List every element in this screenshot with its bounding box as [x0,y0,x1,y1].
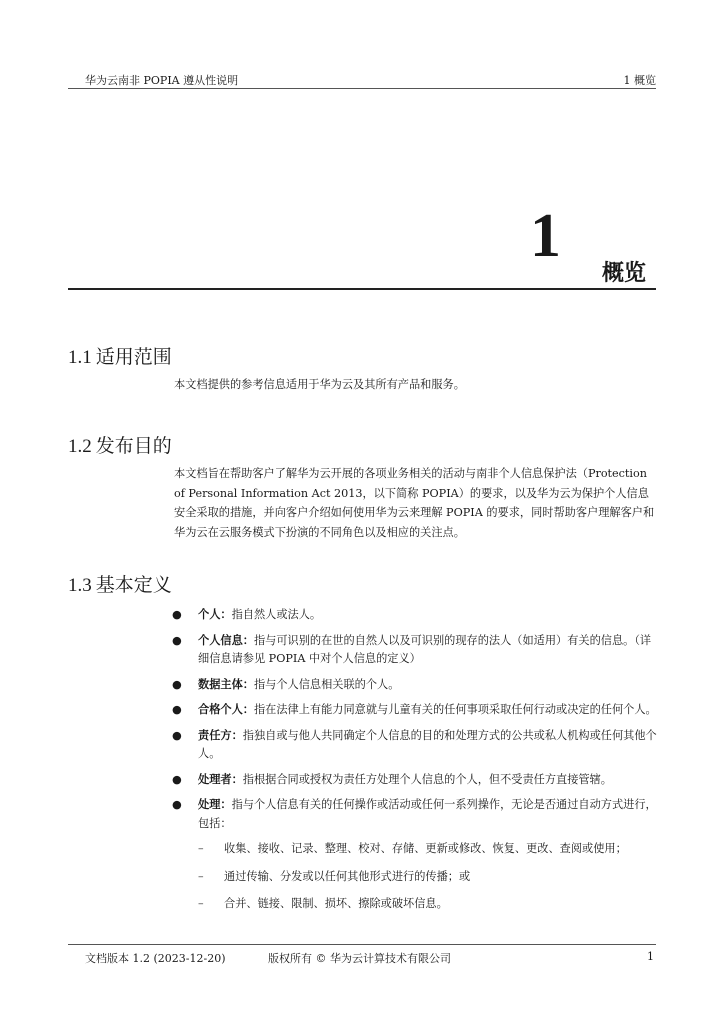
paragraph: 本文档提供的参考信息适用于华为云及其所有产品和服务。 [174,378,465,391]
bullet-icon: ● [172,608,182,621]
definition-term: 处理者： [198,772,243,786]
footer-copyright: 版权所有 © 华为云计算技术有限公司 [268,952,451,965]
paragraph: 本文档旨在帮助客户了解华为云开展的各项业务相关的活动与南非个人信息保护法（Protection of Personal Information Act 2013，以下简称 POPIA）的要求，以及华为云为保护个人信息安全采取的措施，并向客户介绍如何使用华为云来理解 POPIA 的要求，同时帮助客户理解客户和华为云在云服务模式下扮演的不同角色以及相应的关注点。 [174,467,655,539]
header-chapter-ref: 1 概览 [623,74,656,87]
chapter-divider [68,288,656,290]
definition-item [172,771,660,790]
section-body-scope [174,375,658,395]
sub-list-item [198,868,660,887]
definition-term: 处理： [198,798,232,811]
definition-text: 指自然人或法人。 [231,608,322,621]
header-divider [68,88,656,89]
section-number: 1.1 [68,347,92,368]
chapter-title: 概览 [602,261,647,286]
definition-text: 指独自或与他人共同确定个人信息的目的和处理方式的公共或私人机构或任何其他个人。 [198,728,657,760]
definition-item [172,676,660,695]
definition-text: 指根据合同或授权为责任方处理个人信息的个人，但不受责任方直接管辖。 [242,772,612,786]
bullet-icon: ● [172,633,182,647]
bullet-icon: ● [172,728,182,742]
definition-text: 指与可识别的在世的自然人以及可识别的现存的法人（如适用）有关的信息。（详细信息请参见 POPIA 中对个人信息的定义） [198,633,652,665]
definition-item [172,701,660,720]
definitions-list [172,606,660,923]
footer-version: 文档版本 1.2 (2023-12-20) [85,952,226,965]
section-number: 1.3 [68,575,92,596]
bullet-icon: ● [172,677,182,691]
section-number: 1.2 [68,436,92,457]
section-title: 发布目的 [95,436,172,457]
section-body-purpose [174,464,658,542]
definition-term: 个人信息： [198,633,254,647]
definition-item [172,796,660,914]
definition-term: 个人： [198,608,232,621]
dash-icon: – [198,842,204,855]
section-heading-scope [68,342,172,369]
footer-divider [68,944,656,945]
definition-text: 指与个人信息有关的任何操作或活动或任何一系列操作，无论是否通过自动方式进行，包括： [198,798,657,830]
chapter-number: 1 [530,202,561,270]
section-title: 基本定义 [95,575,172,596]
definition-term: 合格个人： [198,703,254,716]
bullet-icon: ● [172,703,182,716]
definition-term: 数据主体： [198,677,254,691]
page-number: 1 [647,950,654,963]
dash-icon: – [198,869,204,883]
sub-list-item [198,895,660,914]
definition-item [172,727,660,764]
processing-sublist [198,840,660,914]
definition-term: 责任方： [198,728,243,742]
definition-text: 指在法律上有能力同意就与儿童有关的任何事项采取任何行动或决定的任何个人。 [253,703,657,716]
definition-item [172,606,660,625]
sub-list-text: 通过传输、分发或以任何其他形式进行的传播；或 [224,869,471,883]
header-doc-title: 华为云南非 POPIA 遵从性说明 [85,74,239,87]
section-heading-purpose [68,431,172,458]
definition-item [172,632,660,669]
sub-list-item [198,840,660,859]
section-title: 适用范围 [95,347,172,368]
dash-icon: – [198,897,204,910]
section-heading-definitions [68,570,172,597]
sub-list-text: 收集、接收、记录、整理、校对、存储、更新或修改、恢复、更改、查阅或使用； [224,842,627,855]
bullet-icon: ● [172,798,182,811]
sub-list-text: 合并、链接、限制、损坏、擦除或破坏信息。 [224,897,448,910]
bullet-icon: ● [172,772,182,786]
definition-text: 指与个人信息相关联的个人。 [253,677,400,691]
